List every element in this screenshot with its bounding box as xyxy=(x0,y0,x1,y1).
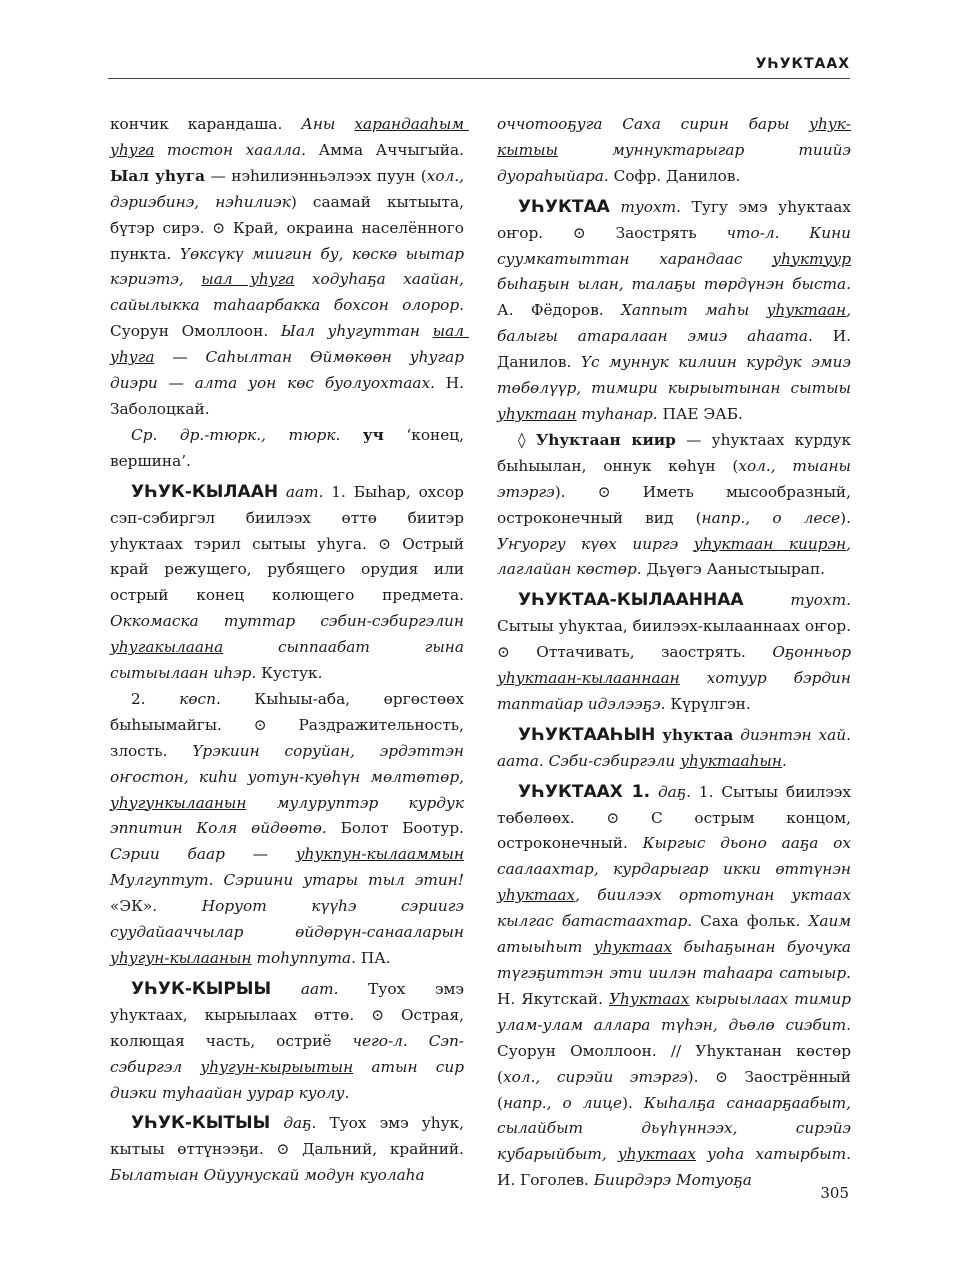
text-segment xyxy=(408,1032,429,1050)
text-segment: ). xyxy=(840,508,856,527)
text-segment: Үс муннук килиин курдук эмиэ төбөлүүр, тимири кырыытынан сытыы xyxy=(497,353,856,398)
dictionary-entry xyxy=(497,723,856,775)
text-segment: Сэп-сэбиргэл xyxy=(110,1031,464,1076)
text-segment: хол., тыаны этэргэ xyxy=(497,456,856,501)
text-segment: Норуот күүһэ сэриигэ суудайааччылар өйдөрүн-санааларын xyxy=(110,897,469,942)
text-segment: уһуктаа xyxy=(662,725,734,744)
text-segment: Хаппыт маһы xyxy=(621,301,767,320)
left-column xyxy=(110,112,469,1189)
text-segment: И. Данилов. xyxy=(497,327,856,372)
text-segment: тостон хаалла. xyxy=(154,140,306,159)
text-segment: Болот Боотур. xyxy=(326,819,469,838)
example-keyword: уһуктаан киирэн xyxy=(693,534,847,553)
text-segment: 2. xyxy=(131,689,180,708)
dictionary-entry xyxy=(110,977,469,1107)
text-segment: Уһуктаан киир xyxy=(535,430,676,449)
text-segment: , лаглайан көстөр. xyxy=(497,534,856,579)
text-segment: что-л. xyxy=(726,223,780,242)
text-segment: 1. Быһар, охсор сэп-сэбиргэл биилээх өттө биитэр уһуктаах тэрил сытыы уһуга. ⊙ Острый край режущего, рубящего орудия или острый конец колющего предмета. xyxy=(110,482,469,605)
text-segment: чего-л. xyxy=(352,1031,408,1050)
headword: УҺУК-КЫТЫЫ xyxy=(131,1113,271,1134)
text-segment: Күрүлгэн. xyxy=(665,694,751,713)
text-segment: Мулгуптут. Сэриини утары тыл этин! xyxy=(110,845,469,890)
text-segment: Кини суумкатыттан харандаас xyxy=(497,223,856,268)
text-segment: Сытыы уһуктаа, биилээх-кылааннаах оҥор. ⊙ Оттачивать, заострять. xyxy=(497,591,856,662)
example-keyword: уһуктаах xyxy=(593,938,672,957)
text-segment: оччотооҕуга Саха сирин бары xyxy=(497,115,810,133)
text-segment: Суорун Омоллоон. xyxy=(110,296,469,341)
text-segment: Үрэкиин соруйан, эрдэттэн оҥостон, киһи уотун-куөһүн мөлтөтөр, xyxy=(110,741,469,786)
dictionary-paragraph xyxy=(110,112,469,423)
text-segment: Н. Якутскай. xyxy=(497,964,856,1008)
running-head: УҺУКТААХ xyxy=(755,56,850,72)
text-segment: А. Фёдоров. xyxy=(497,275,856,320)
text-segment: Саха фольк. xyxy=(692,912,809,931)
headword: УҺУКТААҺЫН xyxy=(518,724,656,745)
text-segment: Кыһыы-аба, өргөстөөх быһыымайгы. ⊙ Раздражительность, злость. xyxy=(110,689,469,760)
text-segment: Туох эмэ уһук, кытыы өттүнээҕи. ⊙ Дальний, крайний. xyxy=(110,1114,469,1159)
text-segment: уч xyxy=(362,425,384,444)
text-segment xyxy=(744,591,791,609)
header-rule xyxy=(108,78,850,79)
example-keyword: уһуктуур xyxy=(772,249,851,268)
text-segment: мулуруптэр курдук эппитин Коля өйдөөтө. xyxy=(110,793,469,838)
text-segment: Былатыан Ойуунускай модун куолаһа xyxy=(110,1166,425,1185)
dictionary-entry xyxy=(110,1111,469,1189)
text-segment: Ыал уһугуттан xyxy=(280,322,433,341)
example-keyword: уһуктаах xyxy=(497,886,576,905)
text-segment: Ыал уһуга xyxy=(110,166,206,185)
text-segment: — нэһилиэнньэлээх пуун ( xyxy=(205,166,427,185)
right-column xyxy=(497,112,856,1194)
text-segment: муннуктарыгар тиийэ дуораһыйара. xyxy=(497,140,856,185)
text-segment: Тугу эмэ уһуктаах оҥор. ⊙ Заострять xyxy=(497,197,856,242)
text-segment: туохт. xyxy=(620,197,682,216)
text-segment: — Саһылтан Өймөкөөн уһугар диэри — алта уон көс буолуохтаах. xyxy=(110,348,469,393)
text-segment: — уһуктаах курдук быһыылан, оннук көһүн ( xyxy=(497,430,856,475)
text-segment: сыппаабат гына сытыылаан иһэр. xyxy=(110,638,469,683)
text-segment: аат. xyxy=(300,979,339,998)
text-segment: ПА. xyxy=(356,949,391,967)
text-segment: Үөксүкү миигин бу, көскө ыытар кэриэтэ, xyxy=(110,244,469,289)
example-keyword: ыал уһуга xyxy=(201,270,295,289)
text-segment: быһаҕын ылан, талаҕы төрдүнэн быста. xyxy=(497,249,856,294)
example-keyword: уһуктаан xyxy=(766,301,847,320)
text-segment: кырыылаах тимир улам-улам аллара түһэн, дьөлө сиэбит. xyxy=(497,989,856,1034)
text-segment xyxy=(780,224,810,242)
text-segment: ). ⊙ Иметь мысообразный, остроконечный вид ( xyxy=(497,482,856,527)
dictionary-paragraph xyxy=(497,428,856,583)
example-keyword: харандааһым уһуга xyxy=(110,115,469,159)
text-segment: Аны xyxy=(301,115,355,133)
text-segment: хотуур бэрдин таптайар идэлээҕэ. xyxy=(497,669,856,713)
text-segment: атын сир диэки туһаайан уурар куолу. xyxy=(110,1057,469,1102)
dictionary-entry xyxy=(497,588,856,718)
example-keyword: уһукпун-кылааммын xyxy=(295,845,464,864)
text-segment: ПАЕ ЭАБ. xyxy=(657,404,743,423)
text-segment: Уҥуоргу күөх ииргэ xyxy=(497,534,694,553)
example-keyword: уһуктаан xyxy=(497,404,577,423)
text-segment: көсп. xyxy=(179,689,221,708)
text-segment xyxy=(278,483,286,501)
example-keyword: уһугункылаанын xyxy=(110,793,247,812)
example-keyword: уһугун-кылаанын xyxy=(110,949,252,967)
text-segment: уоһа хатырбыт. xyxy=(695,1145,851,1164)
text-segment: туохт. xyxy=(790,591,851,610)
text-segment: ◊ xyxy=(518,430,536,449)
headword: УҺУК-КЫРЫЫ xyxy=(131,978,272,999)
headword: УҺУКТААХ 1. xyxy=(518,781,651,802)
text-segment: аат. xyxy=(285,482,324,501)
text-segment: кончик карандаша. xyxy=(110,115,302,133)
text-segment: Суорун Омоллоон. // Уһуктанан көстөр ( xyxy=(497,1015,856,1086)
dictionary-paragraph xyxy=(110,423,469,475)
text-segment: диэнтэн хай. аата. Сэби-сэбиргэли xyxy=(497,725,856,770)
example-keyword: Уһуктаах xyxy=(609,989,690,1008)
text-segment: ). xyxy=(622,1093,644,1112)
text-segment: Биирдэрэ Мотуоҕа xyxy=(593,1171,752,1190)
text-segment: , балыгы атаралаан эмиэ аһаата. xyxy=(497,301,856,346)
page-header xyxy=(108,56,850,79)
headword: УҺУК-КЫЛААН xyxy=(131,481,279,502)
text-segment: Сэрии баар — xyxy=(110,845,296,864)
text-segment: Амма Аччыгыйа. xyxy=(306,140,469,159)
dictionary-entry xyxy=(497,780,856,1195)
example-keyword: уһуктааһын xyxy=(680,751,782,770)
dictionary-entry xyxy=(110,480,469,687)
text-segment: Ср. др.-тюрк., тюрк. xyxy=(131,425,341,444)
text-segment: Оккомаска туттар сэбин-сэбиргэлин xyxy=(110,612,469,631)
dictionary-entry xyxy=(497,195,856,428)
text-segment: напр., о лесе xyxy=(701,508,841,527)
text-segment xyxy=(271,980,301,998)
page-number: 305 xyxy=(820,1184,849,1202)
text-segment: даҕ. xyxy=(657,782,692,801)
text-segment: Кыһалҕа санаарҕаабыт, сылайбыт дьүһүннээх, сирэйэ кубарыйбыт, xyxy=(497,1093,856,1164)
example-keyword: уһугакылаана xyxy=(110,638,224,657)
text-segment: . xyxy=(781,751,787,770)
text-segment: хол., дэриэбинэ, нэһилиэк xyxy=(110,166,469,211)
text-segment: , биилээх ортотунан уктаах кылгас батастаахтар. xyxy=(497,886,856,931)
text-segment: ‘конец, вершина’. xyxy=(110,425,469,470)
text-segment: Туох эмэ уһуктаах, кырыылаах өттө. ⊙ Острая, колющая часть, остриё xyxy=(110,979,469,1050)
text-segment xyxy=(270,1114,283,1132)
text-segment: Кустук. xyxy=(256,664,323,683)
text-segment: Хаим атыыһыт xyxy=(497,912,856,957)
text-segment: ) саамай кытыыта, бүтэр сирэ. ⊙ Край, окраина населённого пункта. xyxy=(110,192,469,263)
text-segment xyxy=(610,198,621,216)
text-segment xyxy=(650,783,658,801)
text-segment: быһаҕынан буочука түгэҕиттэн эти иилэн таһаара сатыыр. xyxy=(497,938,856,982)
text-segment: Дьүөгэ Ааныстыырап. xyxy=(641,560,826,579)
text-segment: И. Гоголев. xyxy=(497,1145,856,1190)
text-segment: напр., о лице xyxy=(502,1093,623,1112)
text-segment: 1. Сытыы биилээх төбөлөөх. ⊙ С острым концом, остроконечный. xyxy=(497,782,856,853)
example-keyword: уһугун-кырыытын xyxy=(200,1057,354,1076)
text-segment: туһанар. xyxy=(576,404,658,423)
text-segment: даҕ. xyxy=(283,1114,317,1133)
example-keyword: уһуктаан-кылааннаан xyxy=(497,669,680,688)
text-segment: «ЭК». xyxy=(110,871,469,916)
dictionary-paragraph xyxy=(110,687,469,972)
text-segment: ). ⊙ Заострённый ( xyxy=(497,1067,856,1112)
text-segment: Софр. Данилов. xyxy=(608,166,741,185)
text-segment: Оҕонньор xyxy=(772,643,856,662)
text-segment: Кыргыс дьоно ааҕа ох саалаахтар, курдарыгар икки өттүнэн xyxy=(497,834,856,879)
headword: УҺУКТАА xyxy=(518,196,610,217)
headword: УҺУКТАА-КЫЛААННАА xyxy=(518,590,744,611)
example-keyword: ыал уһуга xyxy=(110,322,469,367)
text-segment: хол., сирэйи этэргэ xyxy=(502,1067,688,1086)
dictionary-paragraph xyxy=(497,112,856,190)
text-segment xyxy=(340,426,363,444)
example-keyword: уһуктаах xyxy=(617,1145,696,1164)
text-segment: Н. Заболоцкай. xyxy=(110,374,469,418)
text-segment: тоһуппута. xyxy=(251,949,357,967)
text-segment: ходуһаҕа хаайан, сайылыкка таһаарбакка бохсон олорор. xyxy=(110,270,469,315)
example-keyword: уһук-кытыы xyxy=(497,115,851,159)
